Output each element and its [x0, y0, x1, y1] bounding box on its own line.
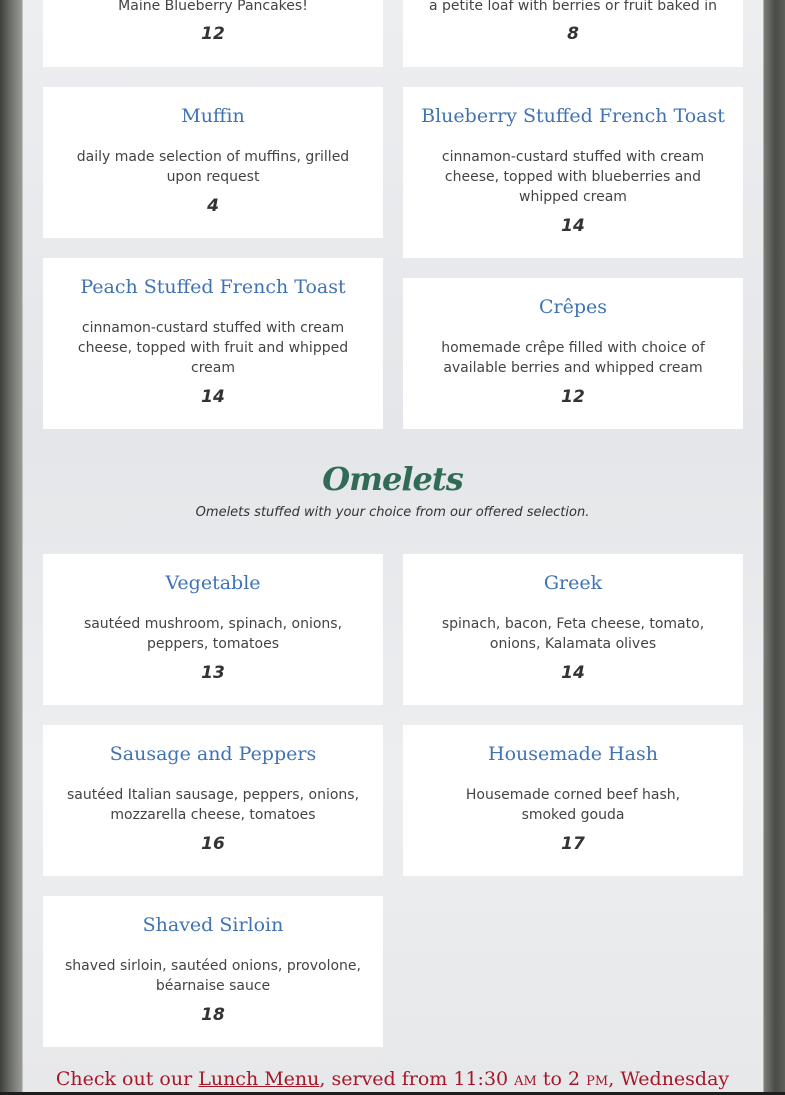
lunch-menu-callout	[0, 1068, 785, 1090]
menu-card-peach-french-toast	[43, 258, 383, 429]
menu-item-price: 14	[561, 663, 585, 683]
menu-item-price: 16	[201, 834, 225, 854]
cta-end-ampm: PM	[586, 1074, 609, 1089]
menu-item-desc: spinach, bacon, Feta cheese, tomato, onions, Kalamata olives	[441, 616, 705, 652]
menu-item-desc: a petite loaf with berries or fruit baked in	[429, 0, 717, 14]
menu-item-title: Peach Stuffed French Toast	[80, 276, 346, 298]
section-title-omelets: Omelets	[322, 460, 463, 498]
section-subtitle-omelets: Omelets stuffed with your choice from our offered selection.	[195, 505, 590, 520]
cta-start-ampm: AM	[514, 1074, 537, 1089]
menu-card-shaved-sirloin	[43, 896, 383, 1047]
menu-item-price: 12	[561, 387, 585, 407]
menu-item-desc: sautéed Italian sausage, peppers, onions, mozzarella cheese, tomatoes	[66, 787, 360, 823]
menu-item-desc: shaved sirloin, sautéed onions, provolone, béarnaise sauce	[65, 958, 361, 994]
menu-item-desc: Housemade corned beef hash, smoked gouda	[465, 787, 681, 823]
cta-end-time: 2	[568, 1068, 581, 1090]
menu-card-crepes	[403, 278, 743, 429]
menu-item-price: 4	[207, 196, 219, 216]
menu-item-desc: daily made selection of muffins, grilled upon request	[76, 149, 350, 185]
menu-item-title: Shaved Sirloin	[142, 914, 284, 936]
menu-item-title: Greek	[543, 572, 603, 594]
menu-item-price: 8	[567, 24, 579, 44]
menu-item-price: 14	[561, 216, 585, 236]
menu-item-price: 13	[201, 663, 225, 683]
cta-prefix: Check out our	[55, 1068, 199, 1090]
menu-item-desc: Maine Blueberry Pancakes!	[118, 0, 308, 14]
menu-item-title: Sausage and Peppers	[109, 743, 317, 765]
menu-item-price: 14	[201, 387, 225, 407]
cta-to: to	[536, 1068, 569, 1090]
menu-item-desc: cinnamon-custard stuffed with cream cheese, topped with fruit and whipped cream	[77, 320, 349, 376]
menu-card-sausage-peppers	[43, 725, 383, 876]
menu-item-price: 17	[561, 834, 585, 854]
menu-item-desc: cinnamon-custard stuffed with cream cheese, topped with blueberries and whipped cream	[441, 149, 705, 205]
menu-card-housemade-hash	[403, 725, 743, 876]
menu-item-title: Blueberry Stuffed French Toast	[421, 105, 725, 127]
menu-card-muffin	[43, 87, 383, 238]
menu-card-greek	[403, 554, 743, 705]
menu-item-title: Muffin	[181, 105, 245, 127]
menu-card-blueberry-french-toast	[403, 87, 743, 258]
menu-item-desc: sautéed mushroom, spinach, onions, peppers, tomatoes	[83, 616, 343, 652]
cta-mid: , served from	[319, 1068, 454, 1090]
menu-item-title: Housemade Hash	[488, 743, 658, 765]
menu-item-price: 18	[201, 1005, 225, 1025]
menu-item-title: Crêpes	[538, 296, 608, 318]
menu-card-loaf	[403, 0, 743, 67]
cta-suffix: , Wednesday	[608, 1068, 730, 1090]
menu-item-price: 12	[201, 24, 225, 44]
lunch-menu-link[interactable]: Lunch Menu	[198, 1068, 320, 1090]
cta-start-time: 11:30	[453, 1068, 509, 1090]
menu-card-vegetable	[43, 554, 383, 705]
menu-item-desc: homemade crêpe filled with choice of available berries and whipped cream	[441, 340, 705, 376]
menu-item-title: Vegetable	[165, 572, 261, 594]
menu-card-pancakes	[43, 0, 383, 67]
